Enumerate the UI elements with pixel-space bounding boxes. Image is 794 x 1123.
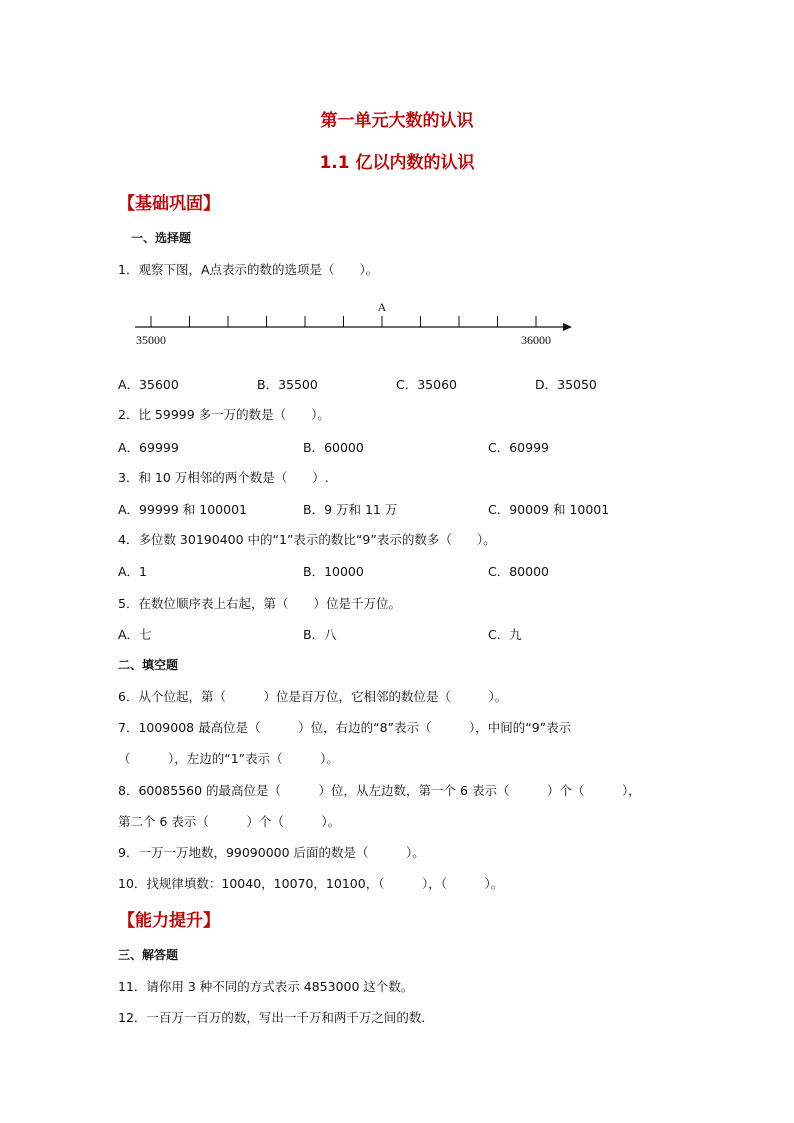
q5-option-b: B．八 [303,627,337,642]
q2-option-a: A．69999 [118,440,179,455]
question-10: 10．找规律填数：10040，10070，10100，（ ），（ ）。 [118,876,504,891]
question-8-line-2: 第二个 6 表示（ ）个（ ）。 [118,814,341,829]
q2-option-b: B．60000 [303,440,364,455]
q1-option-b: B．35500 [257,377,318,392]
question-1: 1．观察下图，A点表示的数的选项是（ ）。 [118,262,379,277]
q3-option-a: A．99999 和 100001 [118,502,247,517]
end-label: 36000 [521,333,551,347]
q4-option-a: A．1 [118,564,148,579]
question-2: 2．比 59999 多一万的数是（ ）。 [118,407,330,422]
q4-option-c: C．80000 [488,564,549,579]
q5-option-a: A．七 [118,627,152,642]
q1-option-c: C．35060 [396,377,457,392]
question-3: 3．和 10 万相邻的两个数是（ ）. [118,470,329,485]
q1-option-a: A．35600 [118,377,179,392]
q1-option-d: D．35050 [535,377,597,392]
section-advanced: 【能力提升】 [118,911,220,931]
question-5: 5．在数位顺序表上右起，第（ ）位是千万位。 [118,596,401,611]
q3-option-c: C．90009 和 10001 [488,502,610,517]
page-title: 第一单元大数的认识 [320,111,474,131]
section-basic: 【基础巩固】 [118,194,220,214]
number-line [120,296,590,352]
q5-option-c: C．九 [488,627,522,642]
question-11: 11．请你用 3 种不同的方式表示 4853000 这个数。 [118,979,414,994]
page-subtitle: 1.1 亿以内数的认识 [319,153,475,173]
point-label: A [377,300,387,314]
q3-option-b: B．9 万和 11 万 [303,502,398,517]
q4-option-b: B．10000 [303,564,364,579]
question-7-line-1: 7．1009008 最高位是（ ）位，右边的“8”表示（ ），中间的“9”表示 [118,720,572,735]
question-7-line-2: （ ），左边的“1”表示（ ）。 [118,751,339,766]
group-choice: 一、选择题 [131,231,192,245]
question-4: 4．多位数 30190400 中的“1”表示的数比“9”表示的数多（ ）。 [118,532,496,547]
number-line-arrow [563,323,572,331]
question-6: 6．从个位起，第（ ）位是百万位，它相邻的数位是（ ）。 [118,689,508,704]
question-8-line-1: 8．60085560 的最高位是（ ）位，从左边数，第一个 6 表示（ ）个（ ）， [118,783,641,798]
start-label: 35000 [136,333,166,347]
question-12: 12．一百万一百万的数，写出一千万和两千万之间的数． [118,1010,434,1025]
q2-option-c: C．60999 [488,440,549,455]
group-answer: 三、解答题 [118,948,179,962]
question-9: 9．一万一万地数，99090000 后面的数是（ ）。 [118,845,425,860]
group-fill: 二、填空题 [118,658,179,672]
